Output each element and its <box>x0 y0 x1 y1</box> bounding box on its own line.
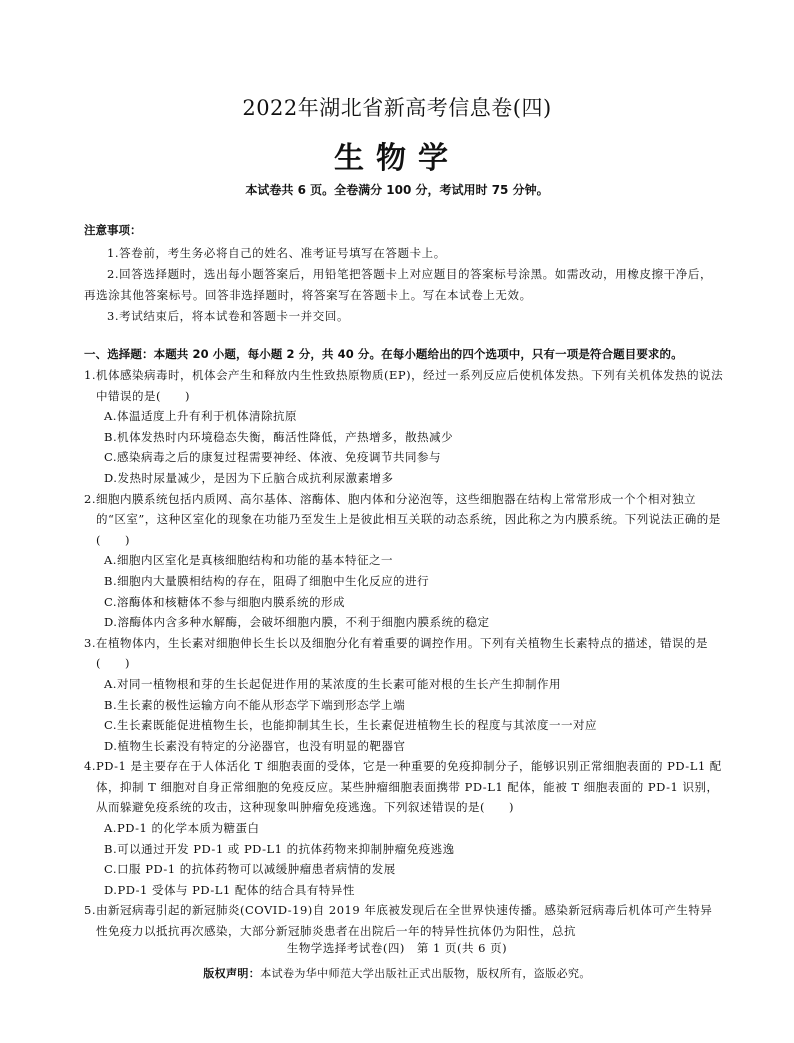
page-footer: 生物学选择考试卷(四) 第 1 页(共 6 页) <box>286 941 508 955</box>
exam-info: 本试卷共 6 页。全卷满分 100 分，考试用时 75 分钟。 <box>245 183 549 197</box>
copyright-text: 本试卷为华中师范大学出版社正式出版物，版权所有，盗版必究。 <box>260 967 591 980</box>
question-option: C.生长素既能促进植物生长，也能抑制其生长，生长素促进植物生长的程度与其浓度一一对应 <box>104 718 598 733</box>
subject-title: 生物学 <box>334 141 460 176</box>
question-option: D.PD-1 受体与 PD-L1 配体的结合具有特异性 <box>104 882 355 897</box>
copyright-notice <box>0 965 794 981</box>
question-option: C.口服 PD-1 的抗体药物可以减缓肿瘤患者病情的发展 <box>104 862 396 877</box>
exam-title: 2022年湖北省新高考信息卷(四) <box>242 96 552 120</box>
question-option: A.PD-1 的化学本质为糖蛋白 <box>104 821 260 836</box>
notice-item: 3.考试结束后，将本试卷和答题卡一并交回。 <box>107 309 350 323</box>
question-option: D.植物生长素没有特定的分泌器官，也没有明显的靶器官 <box>104 738 406 753</box>
question-option: B.细胞内大量膜相结构的存在，阻碍了细胞中生化反应的进行 <box>104 573 430 588</box>
question-stem: 2.细胞内膜系统包括内质网、高尔基体、溶酶体、胞内体和分泌泡等，这些细胞器在结构上常常形成一个个相对独立的“区室”，这种区室化的现象在功能乃至发生上是彼此相互关联的动态系统，因此称之为内膜系统。下列说法正确的是( ) <box>84 491 721 547</box>
question-option: A.细胞内区室化是真核细胞结构和功能的基本特征之一 <box>104 553 393 568</box>
question-option: B.可以通过开发 PD-1 或 PD-L1 的抗体药物来抑制肿瘤免疫逃逸 <box>104 841 455 856</box>
question-stem: 5.由新冠病毒引起的新冠肺炎(COVID-19)自 2019 年底被发现后在全世界快速传播。感染新冠病毒后机体可产生特异性免疫力以抵抗再次感染，大部分新冠肺炎患者在出院后一年的特异性抗体仍为阳性，总抗 <box>84 903 713 939</box>
question-stem: 4.PD-1 是主要存在于人体活化 T 细胞表面的受体，它是一种重要的免疫抑制分子，能够识别正常细胞表面的 PD-L1 配体，抑制 T 细胞对自身正常细胞的免疫反应。某些肿瘤细胞表面携带 PD-L1 配体，能被 T 细胞表面的 PD-1 识别，从而躲避免疫系统的攻击，这种现象叫肿瘤免疫逃逸。下列叙述错误的是( ) <box>84 759 722 815</box>
question-stem: 3.在植物体内，生长素对细胞伸长生长以及细胞分化有着重要的调控作用。下列有关植物生长素特点的描述，错误的是( ) <box>84 635 708 671</box>
question-4 <box>84 756 724 900</box>
question-option: D.发热时尿量减少，是因为下丘脑合成抗利尿激素增多 <box>104 470 394 485</box>
question-3 <box>84 633 724 757</box>
section-heading: 一、选择题：本题共 20 小题，每小题 2 分，共 40 分。在每小题给出的四个选项中，只有一项是符合题目要求的。 <box>84 347 683 361</box>
notice-item: 1.答卷前，考生务必将自己的姓名、准考证号填写在答题卡上。 <box>107 246 446 260</box>
notice-item: 2.回答选择题时，选出每小题答案后，用铅笔把答题卡上对应题目的答案标号涂黑。如需改动，用橡皮擦干净后，再选涂其他答案标号。回答非选择题时，将答案写在答题卡上。写在本试卷上无效。 <box>84 267 713 302</box>
notice-block <box>84 222 714 327</box>
question-stem: 1.机体感染病毒时，机体会产生和释放内生性致热原物质(EP)，经过一系列反应后使机体发热。下列有关机体发热的说法中错误的是( ) <box>84 368 724 403</box>
question-option: D.溶酶体内含多种水解酶，会破坏细胞内膜，不利于细胞内膜系统的稳定 <box>104 615 490 630</box>
multiple-choice-section <box>84 344 724 942</box>
notice-title: 注意事项： <box>84 223 142 237</box>
question-option: B.机体发热时内环境稳态失衡，酶活性降低，产热增多，散热减少 <box>104 429 454 444</box>
question-option: A.体温适度上升有利于机体清除抗原 <box>104 409 297 424</box>
question-5 <box>84 900 724 941</box>
question-1 <box>84 365 724 489</box>
copyright-label: 版权声明： <box>203 967 261 980</box>
question-option: C.感染病毒之后的康复过程需要神经、体液、免疫调节共同参与 <box>104 450 442 465</box>
question-option: C.溶酶体和核糖体不参与细胞内膜系统的形成 <box>104 594 346 609</box>
question-option: B.生长素的极性运输方向不能从形态学下端到形态学上端 <box>104 697 406 712</box>
question-2 <box>84 489 724 633</box>
question-option: A.对同一植物根和芽的生长起促进作用的某浓度的生长素可能对根的生长产生抑制作用 <box>104 676 561 691</box>
